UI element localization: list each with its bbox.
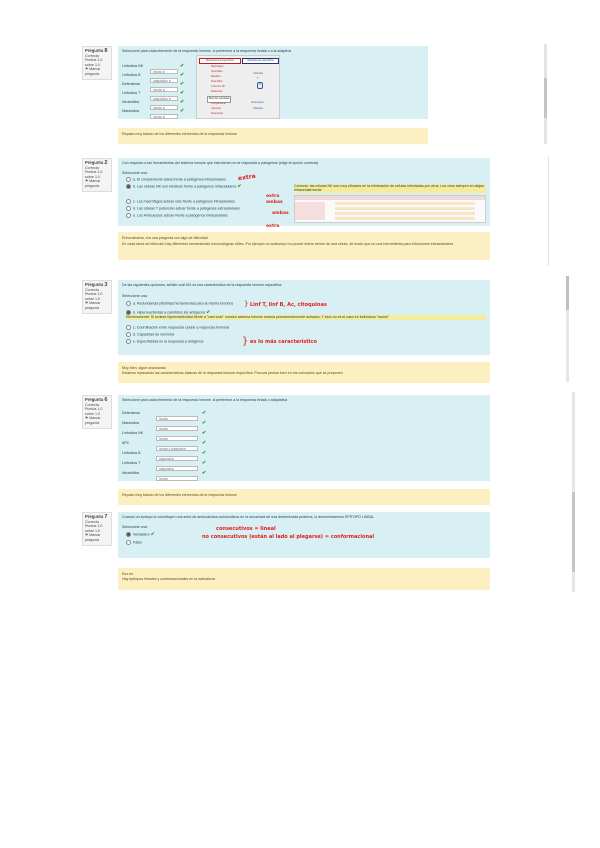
answer-select[interactable]: adaptativa bbox=[156, 456, 198, 461]
flag-question-link[interactable]: ⚑ Marcar pregunta bbox=[85, 416, 101, 425]
correct-check-icon: ✔ bbox=[180, 81, 185, 87]
correct-check-icon: ✔ bbox=[202, 430, 207, 436]
answer-option[interactable]: e. Especificidad en la respuesta a antígenos bbox=[126, 339, 204, 344]
question-content bbox=[118, 46, 428, 119]
feedback-title: Muy bien, sigue avanzando bbox=[122, 366, 166, 370]
option-feedback: Correcto: las células NK son muy eficaces en la eliminación de células infectadas por virus. Los virus siempre en alojan intracelularmente bbox=[294, 184, 485, 193]
feedback-title: Eso es bbox=[122, 572, 133, 576]
answer-option[interactable]: Falso bbox=[126, 540, 142, 545]
answer-select[interactable]: innata bbox=[156, 476, 198, 481]
answer-option-selected[interactable]: Verdadero ✔ bbox=[126, 532, 155, 537]
question-content bbox=[118, 158, 490, 226]
answer-select[interactable]: adaptativa bbox=[156, 466, 198, 471]
diagram-item: Defensinas bbox=[211, 112, 223, 115]
flag-icon: ⚑ bbox=[85, 533, 89, 538]
annotation-ambas: ambas bbox=[272, 211, 289, 216]
answer-select[interactable]: adaptativa ⬍ bbox=[150, 78, 178, 83]
correct-check-icon: ✔ bbox=[202, 420, 207, 426]
question-text: Cuando un epítopo lo constituyen una serie de aminoácidos consecutivos en la secuencia de una determinada proteína, lo denominaremos EPÍTOPO LINEAL bbox=[122, 515, 375, 519]
correct-check-icon: ✔ bbox=[180, 108, 185, 114]
correct-check-icon: ✔ bbox=[202, 450, 207, 456]
flag-question-link[interactable]: ⚑ Marcar pregunta bbox=[85, 533, 101, 542]
question-text: De las siguientes opciones, señale cuál NO es una característica de la respuesta inmune específica: bbox=[122, 283, 283, 287]
question-block-1 bbox=[82, 46, 432, 146]
summary-table-image bbox=[294, 195, 486, 223]
radio-button[interactable] bbox=[126, 532, 131, 537]
question-number: 8 bbox=[104, 48, 108, 54]
correct-check-icon: ✔ bbox=[180, 63, 185, 69]
flag-question-link[interactable]: ⚑ Marcar pregunta bbox=[85, 179, 101, 188]
flag-icon: ⚑ bbox=[85, 301, 89, 306]
diagram-item: Linfocitos NK bbox=[211, 85, 226, 88]
diagram-item: Macrófagos bbox=[211, 65, 224, 68]
answer-select[interactable]: innata bbox=[156, 436, 198, 441]
correct-check-icon: ✔ bbox=[202, 410, 207, 416]
radio-button[interactable] bbox=[126, 213, 131, 218]
answer-select[interactable]: innata ⬍ bbox=[150, 69, 178, 74]
select-label: Seleccione una: bbox=[122, 525, 148, 529]
correct-check-icon: ✔ bbox=[202, 460, 207, 466]
diagram-item: B bbox=[257, 82, 263, 89]
answer-option[interactable]: d. Las células T potencian actuar frente a patógenos extracelulares bbox=[126, 206, 240, 211]
question-status: Correcta bbox=[85, 519, 99, 524]
radio-button[interactable] bbox=[126, 177, 131, 182]
question-score: Puntúa 1,0 sobre 1,0 bbox=[85, 58, 103, 67]
immune-diagram bbox=[196, 55, 280, 119]
option-feedback: Efectivamente: Si tuviese hiperreactividad frente a "casi todo" nuestro sistema inmune estaría permanentemente activado, Y esto no es el caso en individuos "sanos" bbox=[126, 315, 486, 320]
scrollbar-2[interactable] bbox=[548, 156, 549, 266]
question-status: Correcta bbox=[85, 165, 99, 170]
radio-button[interactable] bbox=[126, 184, 131, 189]
diagram-item: Complemento bbox=[211, 102, 226, 105]
answer-option[interactable]: a. El complemento actúa frente a patógenos intracelulares bbox=[126, 177, 226, 182]
question-score: Puntúa 1,0 sobre 1,0 bbox=[85, 524, 103, 533]
annotation-conformacional: no consecutivos (están al lado al plegarse) = conformacional bbox=[202, 534, 375, 540]
answer-select[interactable]: innata y adaptativa bbox=[156, 446, 198, 451]
question-number: 3 bbox=[104, 282, 108, 288]
match-row: Linfocitos NK innata ⬍ ✔ bbox=[122, 63, 185, 74]
feedback-box bbox=[118, 232, 490, 260]
feedback-text: Hay epítopos lineales y conformacionales en la naturaleza bbox=[122, 576, 215, 581]
diagram-item: Linfocitos bbox=[253, 72, 264, 75]
select-label: Seleccione una: bbox=[122, 171, 148, 175]
answer-select[interactable]: innata bbox=[156, 426, 198, 431]
diagram-item: Citocinas bbox=[211, 107, 221, 110]
annotation-ambas: ambas bbox=[266, 200, 283, 205]
question-text: Seleccione para cada elemento de la respuesta inmune, si pertenece a la respuesta innata o a la adaptiva bbox=[122, 49, 292, 53]
annotation-lineal: consecutivos = lineal bbox=[216, 526, 276, 532]
correct-check-icon: ✔ bbox=[180, 99, 185, 105]
question-number: 7 bbox=[104, 514, 108, 520]
diagram-item: Basófilos bbox=[211, 75, 221, 78]
radio-button[interactable] bbox=[126, 325, 131, 330]
annotation-extra: extra bbox=[266, 194, 280, 199]
radio-button[interactable] bbox=[126, 199, 131, 204]
scrollbar-thumb-4[interactable] bbox=[572, 492, 575, 572]
feedback-text: Repaso muy básico de los diferentes elementos de la respuesta inmune bbox=[122, 132, 237, 136]
annotation-bracket: } bbox=[244, 300, 249, 308]
annotation-extra: extra bbox=[237, 172, 257, 183]
correct-check-icon: ✔ bbox=[206, 309, 211, 316]
diagram-right-header: Mecanismos específicos bbox=[242, 58, 279, 64]
flag-question-link[interactable]: ⚑ Marcar pregunta bbox=[85, 67, 101, 76]
feedback-text: En cada tarea de infección hay diferentes herramientas inmunológicas útiles. Por ejemplo un anticuerpo no puede entrar dentro de una célula, de modo que no una herramienta para infecciones extracelulares bbox=[122, 241, 454, 246]
diagram-item: Barreras epiteliales bbox=[207, 96, 231, 103]
radio-button[interactable] bbox=[126, 339, 131, 344]
annotation-caracteristico: es lo más característico bbox=[250, 339, 317, 345]
flag-icon: ⚑ bbox=[85, 179, 89, 184]
question-info: Pregunta 3 Correcta Puntúa 1,0 sobre 1,0 ⚑ Marcar pregunta bbox=[82, 280, 112, 314]
match-row: Linfocitos B adaptativa ✔ bbox=[122, 450, 207, 461]
answer-option[interactable]: c. Los macrófagos actúan sólo frente a patógenos intracelulares bbox=[126, 199, 235, 204]
feedback-box bbox=[118, 568, 490, 590]
annotation-bracket: } bbox=[242, 336, 249, 347]
diagram-item: Eosinófilos bbox=[211, 80, 223, 83]
question-score: Puntúa 1,0 sobre 1,0 bbox=[85, 292, 103, 301]
match-row: Neutrófilos innata ✔ bbox=[122, 470, 207, 481]
scrollbar-thumb-3[interactable] bbox=[566, 276, 569, 310]
match-row: Linfocitos B adaptativa ⬍ ✔ bbox=[122, 72, 185, 83]
question-text: Con respecto a las herramientas del sistema inmune que intervienen en la respuesta a patógenos (elige la opción correcta) bbox=[122, 161, 319, 165]
answer-select[interactable]: adaptativa ⬍ bbox=[150, 96, 178, 101]
flag-icon: ⚑ bbox=[85, 416, 89, 421]
match-row: Linfocitos T adaptativa ✔ bbox=[122, 460, 207, 471]
correct-check-icon: ✔ bbox=[150, 531, 155, 538]
radio-button[interactable] bbox=[126, 332, 131, 337]
match-row: Neutrófilos innata ⬍ ✔ bbox=[122, 99, 185, 110]
correct-check-icon: ✔ bbox=[180, 72, 185, 78]
answer-option-selected[interactable]: b. Las células NK son efectivas frente a patógenos intracelulares ✔ bbox=[126, 184, 241, 189]
feedback-text: Repaso muy básico de los diferentes elementos de la respuesta inmune bbox=[122, 493, 237, 497]
feedback-box bbox=[118, 362, 490, 383]
diagram-item: Anticuerpos bbox=[251, 101, 264, 104]
feedback-title: Enhorabuena, era una pregunta con algo de dificultad bbox=[122, 236, 208, 240]
diagram-item: Mastocitos bbox=[211, 90, 223, 93]
question-block-5 bbox=[82, 512, 492, 597]
select-label: Seleccione una: bbox=[122, 294, 148, 298]
question-status: Correcta bbox=[85, 402, 99, 407]
answer-option-selected[interactable]: b. Hiperreactividad a carrotidos los antígenos ✔ bbox=[126, 310, 210, 315]
question-block-2 bbox=[82, 158, 492, 273]
answer-select[interactable]: innata ⬍ bbox=[150, 87, 178, 92]
question-info: Pregunta 6 Correcta Puntúa 1,0 sobre 1,0 ⚑ Marcar pregunta bbox=[82, 395, 112, 429]
match-row: Mastocitos innata ⬍ ✔ bbox=[122, 108, 185, 119]
answer-option[interactable]: c. Coordinación entre respuesta celular y respuesta humoral bbox=[126, 325, 229, 330]
diagram-item: Neutrófilos bbox=[211, 70, 223, 73]
answer-select[interactable]: innata bbox=[156, 416, 198, 421]
match-row: Defensinas innata ⬍ ✔ bbox=[122, 81, 185, 92]
annotation-linfocitos: Linf T, linf B, Ac, citoquinas bbox=[250, 302, 327, 308]
question-info bbox=[82, 46, 112, 80]
question-status: Correcta bbox=[85, 287, 99, 292]
question-score: Puntúa 1,0 sobre 1,0 bbox=[85, 407, 103, 416]
question-text: Seleccione para cada elemento de la respuesta inmune, si pertenece a la respuesta innata o adaptativa bbox=[122, 398, 288, 402]
correct-check-icon: ✔ bbox=[180, 90, 185, 96]
question-info: Pregunta 7 Correcta Puntúa 1,0 sobre 1,0 ⚑ Marcar pregunta bbox=[82, 512, 112, 546]
radio-button[interactable] bbox=[126, 206, 131, 211]
answer-option[interactable]: d. Capacidad de memoria bbox=[126, 332, 174, 337]
question-block-3 bbox=[82, 280, 492, 385]
flag-icon: ⚑ bbox=[85, 67, 89, 72]
feedback-text: Estamos repasando las características básicas de la respuesta inmune específica. Procura pensar bien en los conceptos que se proponen bbox=[122, 370, 343, 375]
answer-option[interactable]: a. Redundancia (distintas herramientas para la misma función) bbox=[126, 301, 233, 306]
correct-check-icon: ✔ bbox=[237, 183, 242, 190]
question-content bbox=[118, 395, 490, 481]
question-number-label: Pregunta bbox=[85, 48, 104, 53]
match-row: Defensinas innata ✔ bbox=[122, 410, 207, 421]
correct-check-icon: ✔ bbox=[202, 440, 207, 446]
diagram-item: T bbox=[257, 77, 259, 80]
scrollbar-thumb-1[interactable] bbox=[544, 78, 547, 118]
match-row: Linfocitos T adaptativa ⬍ ✔ bbox=[122, 90, 185, 101]
match-row: Mastocitos innata ✔ bbox=[122, 420, 207, 431]
answer-select[interactable]: innata ⬍ bbox=[150, 114, 178, 119]
radio-button[interactable] bbox=[126, 540, 131, 545]
feedback-box bbox=[118, 128, 428, 144]
question-number: 6 bbox=[104, 397, 108, 403]
match-row: Linfocitos NK innata ✔ bbox=[122, 430, 207, 441]
feedback-box bbox=[118, 489, 490, 505]
question-info: Pregunta 2 Correcta Puntúa 1,0 sobre 1,0 ⚑ Marcar pregunta bbox=[82, 158, 112, 192]
question-block-4 bbox=[82, 395, 492, 507]
answer-select[interactable]: innata ⬍ bbox=[150, 105, 178, 110]
annotation-extra: extra bbox=[266, 224, 280, 229]
diagram-item: Citocinas bbox=[253, 107, 263, 110]
answer-option[interactable]: e. Los Anticuerpos actúan frente a patógenos intracelulares bbox=[126, 213, 228, 218]
flag-question-link[interactable]: ⚑ Marcar pregunta bbox=[85, 301, 101, 310]
question-score: Puntúa 1,0 sobre 1,0 bbox=[85, 170, 103, 179]
diagram-left-header: Mecanismos inespecíficos bbox=[199, 58, 241, 64]
question-status: Correcta bbox=[85, 53, 99, 58]
question-number: 2 bbox=[104, 160, 108, 166]
correct-check-icon: ✔ bbox=[202, 470, 207, 476]
match-row: APC innata y adaptativa ✔ bbox=[122, 440, 207, 451]
radio-button[interactable] bbox=[126, 301, 131, 306]
